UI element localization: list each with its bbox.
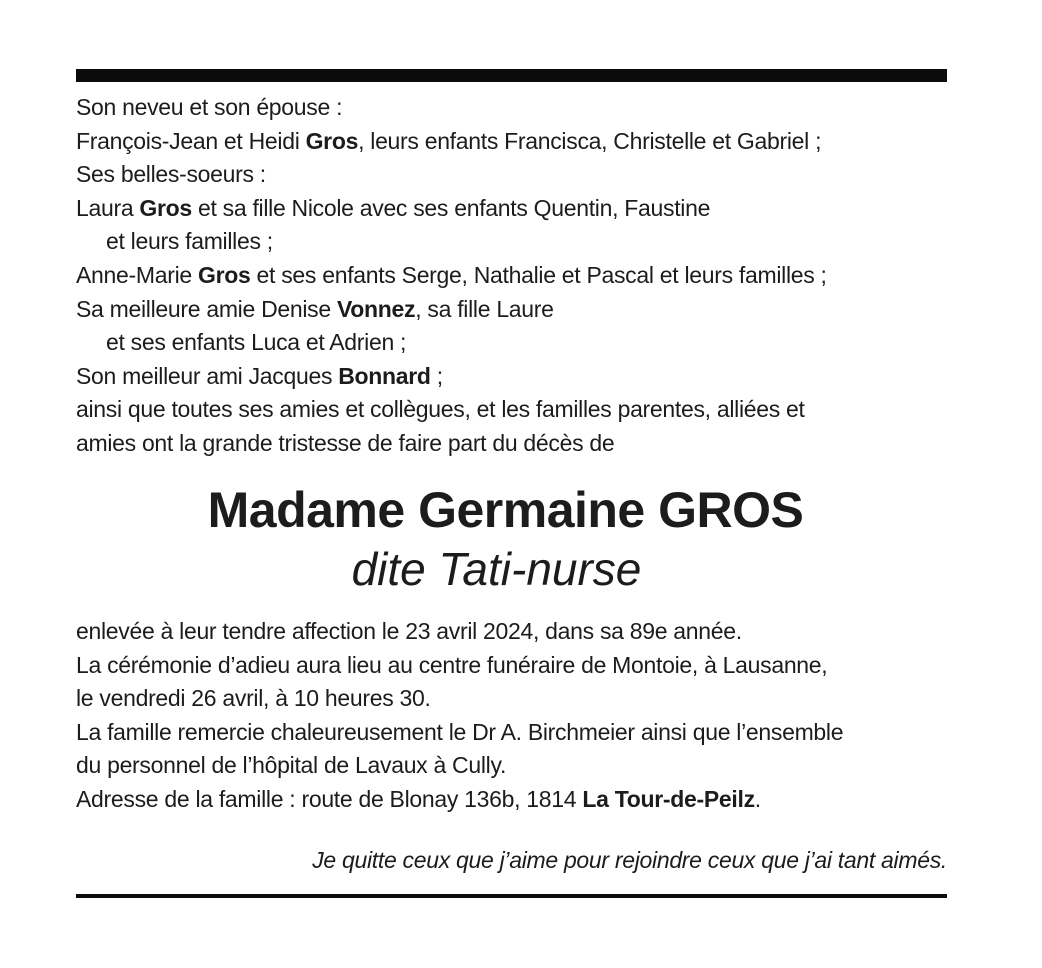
line-text: Ses belles-soeurs : bbox=[76, 161, 266, 188]
line-text: Son neveu et son épouse : bbox=[76, 94, 343, 120]
deceased-block bbox=[76, 479, 947, 597]
line-text: et ses enfants Luca et Adrien ; bbox=[106, 329, 407, 356]
top-rule bbox=[76, 69, 947, 82]
line-text: le vendredi 26 avril, à 10 heures 30. bbox=[76, 685, 431, 712]
family-line bbox=[76, 259, 947, 293]
family-line bbox=[76, 158, 947, 192]
line-text: enlevée à leur tendre affection le 23 avril 2024, dans sa 89e année. bbox=[76, 618, 742, 644]
line-text: et ses enfants Serge, Nathalie et Pascal et leurs familles ; bbox=[250, 261, 827, 288]
line-text: La famille remercie chaleureusement le Dr A. Birchmeier ainsi que l’ensemble bbox=[76, 718, 844, 745]
surname: Gros bbox=[139, 194, 192, 221]
line-text: La cérémonie d’adieu aura lieu au centre funéraire de Montoie, à Lausanne, bbox=[76, 651, 828, 678]
closing-quote: Je quitte ceux que j’aime pour rejoindre ceux que j’ai tant aimés. bbox=[312, 847, 947, 873]
family-announcement bbox=[76, 91, 947, 461]
line-text: Sa meilleure amie Denise bbox=[76, 295, 337, 322]
surname: Bonnard bbox=[338, 362, 431, 389]
details-line bbox=[76, 682, 956, 716]
line-text: Son meilleur ami Jacques bbox=[76, 362, 339, 389]
details-line bbox=[76, 615, 956, 649]
line-text: Anne-Marie bbox=[76, 261, 198, 288]
details-line bbox=[76, 749, 956, 783]
family-line bbox=[76, 393, 947, 427]
death-notice bbox=[76, 69, 947, 899]
family-line bbox=[76, 91, 947, 125]
line-text: François-Jean et Heidi bbox=[76, 127, 306, 154]
surname: Gros bbox=[197, 261, 251, 288]
surname: Gros bbox=[305, 127, 359, 154]
ceremony-details bbox=[76, 615, 956, 817]
details-line bbox=[76, 716, 956, 750]
family-line bbox=[76, 326, 947, 360]
line-text: amies ont la grande tristesse de faire part du décès de bbox=[76, 429, 615, 456]
line-text: . bbox=[754, 785, 761, 812]
family-line bbox=[76, 293, 947, 327]
family-line bbox=[76, 427, 947, 461]
line-text: et sa fille Nicole avec ses enfants Quentin, Faustine bbox=[191, 194, 711, 221]
line-text: , leurs enfants Francisca, Christelle et Gabriel ; bbox=[358, 127, 822, 154]
line-text: Adresse de la famille : route de Blonay 136b, 1814 bbox=[76, 785, 583, 812]
deceased-nickname: dite Tati-nurse bbox=[351, 543, 642, 595]
details-line bbox=[76, 649, 956, 683]
line-text: ainsi que toutes ses amies et collègues, et les familles parentes, alliées et bbox=[76, 396, 805, 423]
surname: Vonnez bbox=[336, 295, 416, 322]
line-text: et leurs familles ; bbox=[106, 228, 273, 255]
family-line bbox=[76, 125, 947, 159]
place-name: La Tour-de-Peilz bbox=[582, 785, 755, 812]
deceased-name: Madame Germaine GROS bbox=[207, 482, 804, 538]
details-line bbox=[76, 783, 956, 817]
bottom-rule bbox=[76, 894, 947, 898]
family-line bbox=[76, 192, 947, 226]
family-line bbox=[76, 360, 947, 394]
line-text: du personnel de l’hôpital de Lavaux à Cully. bbox=[76, 752, 507, 779]
line-text: , sa fille Laure bbox=[415, 295, 554, 322]
line-text: ; bbox=[430, 362, 443, 389]
family-line bbox=[76, 225, 947, 259]
line-text: Laura bbox=[76, 194, 140, 221]
